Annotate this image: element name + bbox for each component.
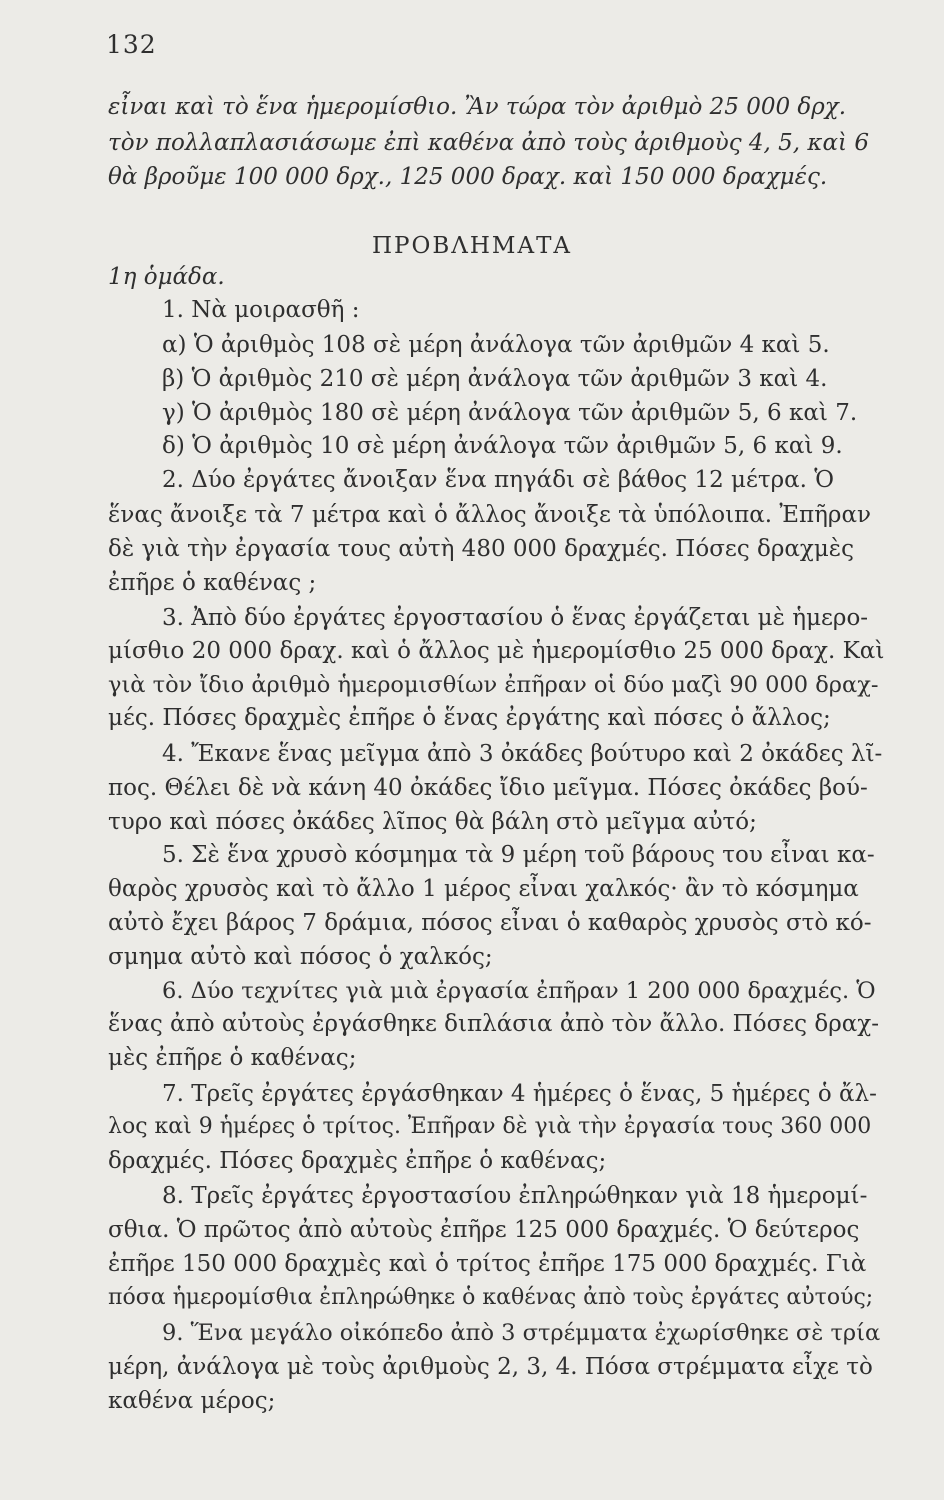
intro-line: εἶναι καὶ τὸ ἕνα ἡμερομίσθιο. Ἂν τώρα τὸν ἀριθμὸ 25 000 δρχ. (108, 94, 847, 120)
problem-1a: α) Ὁ ἀριθμὸς 108 σὲ μέρη ἀνάλογα τῶν ἀριθμῶν 4 καὶ 5. (162, 332, 830, 358)
problem-5-line: 5. Σὲ ἕνα χρυσὸ κόσμημα τὰ 9 μέρη τοῦ βάρους του εἶναι κα- (162, 842, 875, 868)
problem-5-line: σμημα αὐτὸ καὶ πόσος ὁ χαλκός; (108, 944, 493, 970)
problem-3-line: μίσθιο 20 000 δραχ. καὶ ὁ ἄλλος μὲ ἡμερομίσθιο 25 000 δραχ. Καὶ (108, 638, 885, 664)
problem-1c: γ) Ὁ ἀριθμὸς 180 σὲ μέρη ἀνάλογα τῶν ἀριθμῶν 5, 6 καὶ 7. (162, 400, 858, 426)
problem-8-line: ἐπῆρε 150 000 δραχμὲς καὶ ὁ τρίτος ἐπῆρε 175 000 δραχμές. Γιὰ (108, 1251, 867, 1277)
problem-6-line: μὲς ἐπῆρε ὁ καθένας; (108, 1045, 357, 1071)
problem-7-line: δραχμές. Πόσες δραχμὲς ἐπῆρε ὁ καθένας; (108, 1148, 607, 1174)
problem-4-line: τυρο καὶ πόσες ὀκάδες λῖπος θὰ βάλη στὸ μεῖγμα αὐτό; (108, 809, 757, 835)
intro-line: τὸν πολλαπλασιάσωμε ἐπὶ καθένα ἀπὸ τοὺς ἀριθμοὺς 4, 5, καὶ 6 (108, 130, 869, 156)
intro-line: θὰ βροῦμε 100 000 δρχ., 125 000 δραχ. καὶ 150 000 δραχμές. (108, 164, 828, 190)
problem-6-line: 6. Δύο τεχνίτες γιὰ μιὰ ἐργασία ἐπῆραν 1 200 000 δραχμές. Ὁ (162, 978, 876, 1004)
problem-2-line: δὲ γιὰ τὴν ἐργασία τους αὐτὴ 480 000 δραχμές. Πόσες δραχμὲς (108, 536, 855, 562)
problem-2-line: 2. Δύο ἐργάτες ἄνοιξαν ἕνα πηγάδι σὲ βάθος 12 μέτρα. Ὁ (162, 467, 835, 493)
problem-7-line: 7. Τρεῖς ἐργάτες ἐργάσθηκαν 4 ἡμέρες ὁ ἕνας, 5 ἡμέρες ὁ ἄλ- (162, 1081, 877, 1107)
page-number: 132 (106, 30, 157, 59)
problem-4-line: 4. Ἔκανε ἕνας μεῖγμα ἀπὸ 3 ὀκάδες βούτυρο καὶ 2 ὀκάδες λῖ- (162, 741, 883, 767)
problem-3-line: μές. Πόσες δραχμὲς ἐπῆρε ὁ ἕνας ἐργάτης καὶ πόσες ὁ ἄλλος; (108, 705, 831, 731)
problem-5-line: αὐτὸ ἔχει βάρος 7 δράμια, πόσος εἶναι ὁ καθαρὸς χρυσὸς στὸ κό- (108, 910, 872, 936)
problem-3-line: γιὰ τὸν ἴδιο ἀριθμὸ ἡμερομισθίων ἐπῆραν οἱ δύο μαζὶ 90 000 δραχ- (108, 672, 879, 698)
problem-5-line: θαρὸς χρυσὸς καὶ τὸ ἄλλο 1 μέρος εἶναι χαλκός· ἂν τὸ κόσμημα (108, 876, 859, 902)
problem-8-line: πόσα ἡμερομίσθια ἐπληρώθηκε ὁ καθένας ἀπὸ τοὺς ἐργάτες αὐτούς; (108, 1285, 874, 1310)
problem-9-line: καθένα μέρος; (108, 1388, 276, 1414)
problem-3-line: 3. Ἀπὸ δύο ἐργάτες ἐργοστασίου ὁ ἕνας ἐργάζεται μὲ ἡμερο- (162, 605, 869, 631)
problem-9-line: μέρη, ἀνάλογα μὲ τοὺς ἀριθμοὺς 2, 3, 4. Πόσα στρέμματα εἶχε τὸ (108, 1354, 873, 1380)
problem-8-line: σθια. Ὁ πρῶτος ἀπὸ αὐτοὺς ἐπῆρε 125 000 δραχμές. Ὁ δεύτερος (108, 1217, 860, 1243)
problem-2-line: ἐπῆρε ὁ καθένας ; (108, 570, 317, 596)
problem-1-title: 1. Νὰ μοιρασθῆ : (162, 297, 360, 323)
problem-8-line: 8. Τρεῖς ἐργάτες ἐργοστασίου ἐπληρώθηκαν γιὰ 18 ἡμερομί- (162, 1183, 868, 1209)
problem-6-line: ἕνας ἀπὸ αὐτοὺς ἐργάσθηκε διπλάσια ἀπὸ τὸν ἄλλο. Πόσες δραχ- (108, 1011, 879, 1037)
problem-4-line: πος. Θέλει δὲ νὰ κάνη 40 ὀκάδες ἴδιο μεῖγμα. Πόσες ὀκάδες βού- (108, 775, 868, 801)
problem-1b: β) Ὁ ἀριθμὸς 210 σὲ μέρη ἀνάλογα τῶν ἀριθμῶν 3 καὶ 4. (162, 366, 828, 392)
problem-9-line: 9. Ἕνα μεγάλο οἰκόπεδο ἀπὸ 3 στρέμματα ἐχωρίσθηκε σὲ τρία (162, 1320, 881, 1346)
problem-7-line: λος καὶ 9 ἡμέρες ὁ τρίτος. Ἐπῆραν δὲ γιὰ τὴν ἐργασία τους 360 000 (108, 1114, 872, 1139)
problem-2-line: ἕνας ἄνοιξε τὰ 7 μέτρα καὶ ὁ ἄλλος ἄνοιξε τὰ ὑπόλοιπα. Ἐπῆραν (108, 502, 871, 528)
problem-1d: δ) Ὁ ἀριθμὸς 10 σὲ μέρη ἀνάλογα τῶν ἀριθμῶν 5, 6 καὶ 9. (162, 433, 843, 459)
group-label: 1η ὁμάδα. (108, 264, 225, 290)
section-heading: ΠΡΟΒΛΗΜΑΤΑ (371, 233, 573, 259)
